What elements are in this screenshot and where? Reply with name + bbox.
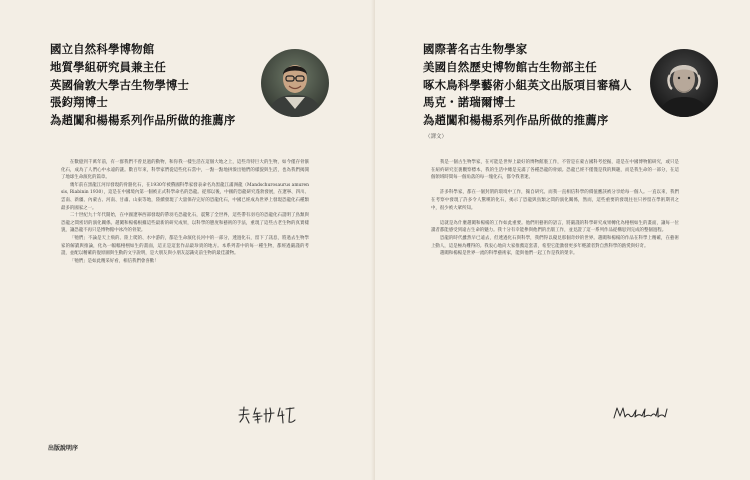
right-body-paragraph: 許多科學家，都在一個封閉的環境中工作，獨自研究。而我一直相信科學的價值應該被分享給每一個人。一直以來，我們在考察中發現了許多令人驚嘆的化石，揭示了恐龍與鳥類之間的演化關係，然而，這些重要的發現往往只停留在學術期刊之中，很少被大眾所知。 [431,190,679,211]
right-author-portrait [650,49,718,117]
right-page [375,0,750,480]
right-heading-line: 馬克・諾瑞爾博士 [423,95,516,110]
right-body-text [431,159,679,258]
left-body-paragraph: 在數億到千萬年前，有一群我們不曾見過的動物，和你我一樣生活在這個大地之上，這些奇特巨大的生物，如今僅存骨骸化石，成為了人們心中永遠的謎。數百年來，科學家們從這些化石當中，一點一點地拼湊出牠們的樣貌與生活，也為我們揭開了地球生命演化的篇章。 [61,160,309,181]
left-body-paragraph: 幾年前在黑龍江河岸發現的骨骼化石，在1930年被俄國科學家發表命名為黑龍江滿洲龍（Mandschurosaurus amurensis, Riabinin 1930），這是在中國境內第一個被正式科學命名的恐龍。從那以後，中國的恐龍研究蓬勃發展，在遼寧、四川、雲南、新疆、內蒙古、河南、甘肅、山東等地，陸續發現了大量保存完好的恐龍化石，中國已經成為世界上發現恐龍化石種類最多的國家之一。 [61,182,309,211]
left-body-text [61,159,309,265]
right-signature [612,404,670,422]
chinese-signature-icon [236,404,298,426]
left-signature [236,404,298,426]
left-author-portrait [261,49,329,117]
right-body-paragraph: 這就是為什麼趙闖和楊楊的工作如此重要。他們用藝術的語言，將嚴謹的科學研究成果轉化為栩栩如生的畫面，讓每一位讀者都能感受到遠古生命的魅力。我十分有幸能參與他們的出版工作，並見證了這一系列作品從構思到完成的整個過程。 [431,220,679,234]
translation-note: （譯文） [425,133,448,140]
right-body-paragraph: 趙闖和楊楊是世界一流的科學藝術家，能與他們一起工作是我的榮幸。 [439,251,578,257]
right-heading-line: 國際著名古生物學家 [423,42,528,56]
right-body-paragraph: 我是一個古生物學家，在可能是世界上最好的博物館裏工作，不管是在蒙古國科考挖掘，還是在中國博物館研究，或只是在紐約研究室裏觀察標本，我的生活中總是充滿了各種恐龍的骨頭。恐龍已經不僅僅是我的興趣，而是我生命的一部分，在這個領域時間每一個角落的每一塊化石，都令我著迷。 [431,160,679,181]
left-body-paragraph: 「牠們」不論是天上飛的、陸上爬的、水中游的，都是生命演化長河中的一部分，透過化石，留下了訊息，將過去生物學家的解讀與推論，化為一幅幅栩栩如生的畫面，這正是這套作品最珍貴的地方。本系列書中的每一種生物，都經過嚴謹的考證，並配以精確的復原圖與生動的文字說明，是大朋友與小朋友認識史前生物的最佳讀物。 [61,235,309,257]
left-heading-line: 英國倫敦大學古生物學博士 [50,77,190,92]
latin-signature-icon [612,404,670,422]
right-heading-line: 美國自然歷史博物館古生物部主任 [423,59,597,74]
left-heading-line: 為趙闖和楊楊系列作品所做的推薦序 [50,113,236,128]
left-heading [50,41,235,130]
portrait-photo-icon [650,49,718,117]
left-heading-line: 國立自然科學博物館 [50,42,155,56]
left-heading-line: 張鈞翔博士 [50,95,108,110]
right-body-paragraph: 恐龍的時代雖然早已遠去，但透過化石與科學，我們得以窺見那個奇妙的世界。趙闖和楊楊的作品在科學上精確，在藝術上動人，這是極為難得的。我衷心地向大家推薦這套書，希望它能激發更多年輕讀者對自然科學的熱愛與好奇。 [431,235,679,249]
right-heading-line: 為趙闖和楊楊系列作品所做的推薦序 [423,113,609,128]
left-heading-line: 地質學組研究員兼主任 [50,59,166,74]
left-body-paragraph: 二十世紀九十年代開始，在中國遼寧西部發現的帶羽毛恐龍化石，震驚了全世界，這些帶有羽毛的恐龍化石證明了鳥類與恐龍之間密切的演化關係。趙闖和楊楊根據這些最新的研究成果，以科學的態度和藝術的手法，重現了這些古老生物的真實樣貌，讓恐龍不再只是博物館中冰冷的骨架。 [61,213,309,234]
footer-label: 出版說明序 [48,445,79,452]
right-heading-line: 啄木鳥科學藝術小組英文出版項目審稿人 [423,77,632,92]
left-body-paragraph: 「牠們」是如此精采好看，相信我們會喜歡！ [69,258,159,264]
portrait-photo-icon [261,49,329,117]
right-heading [423,41,632,140]
